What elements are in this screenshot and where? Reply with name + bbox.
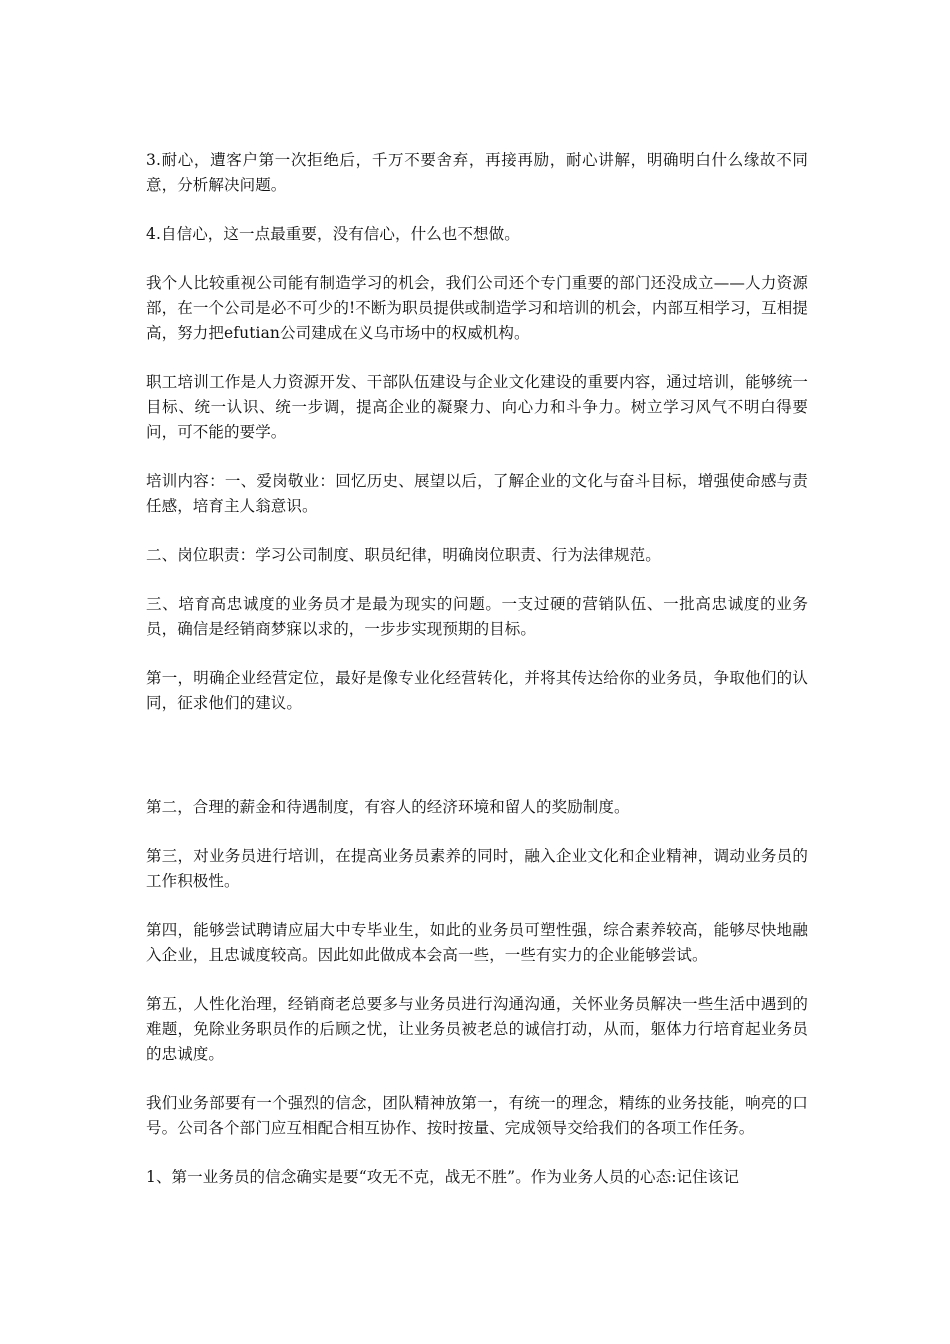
paragraph: 三、培育高忠诚度的业务员才是最为现实的问题。一支过硬的营销队伍、一批高忠诚度的业务员，确信是经销商梦寐以求的，一步步实现预期的目标。 (146, 595, 808, 638)
paragraph: 职工培训工作是人力资源开发、干部队伍建设与企业文化建设的重要内容，通过培训，能够统一目标、统一认识、统一步调，提高企业的凝聚力、向心力和斗争力。树立学习风气不明白得要问，可不能的要学。 (146, 373, 808, 441)
paragraph: 3.耐心，遭客户第一次拒绝后，千万不要舍弃，再接再励，耐心讲解，明确明白什么缘故不同意，分析解决问题。 (146, 151, 808, 194)
paragraph: 第一，明确企业经营定位，最好是像专业化经营转化，并将其传达给你的业务员，争取他们的认同，征求他们的建议。 (146, 669, 808, 712)
paragraph: 第三，对业务员进行培训，在提高业务员素养的同时，融入企业文化和企业精神，调动业务员的工作积极性。 (146, 847, 808, 890)
paragraph: 1、第一业务员的信念确实是要“攻无不克，战无不胜”。作为业务人员的心态:记住该记 (146, 1168, 739, 1186)
paragraph: 第二，合理的薪金和待遇制度，有容人的经济环境和留人的奖励制度。 (146, 798, 630, 816)
paragraph: 培训内容：一、爱岗敬业：回忆历史、展望以后，了解企业的文化与奋斗目标，增强使命感与责任感，培育主人翁意识。 (146, 472, 808, 515)
paragraph: 第五，人性化治理，经销商老总要多与业务员进行沟通沟通，关怀业务员解决一些生活中遇到的难题，免除业务职员作的后顾之忧，让业务员被老总的诚信打动，从而，躯体力行培育起业务员的忠诚度。 (146, 995, 808, 1063)
paragraph: 第四，能够尝试聘请应届大中专毕业生，如此的业务员可塑性强，综合素养较高，能够尽快地融入企业，且忠诚度较高。因此如此做成本会高一些，一些有实力的企业能够尝试。 (146, 921, 808, 964)
paragraph: 二、岗位职责：学习公司制度、职员纪律，明确岗位职责、行为法律规范。 (146, 546, 661, 564)
document-body-top (146, 148, 808, 740)
paragraph: 4.自信心，这一点最重要，没有信心，什么也不想做。 (146, 225, 520, 243)
paragraph: 我个人比较重视公司能有制造学习的机会，我们公司还个专门重要的部门还没成立——人力资源部，在一个公司是必不可少的!不断为职员提供或制造学习和培训的机会，内部互相学习，互相提高，努力把efutian公司建成在义乌市场中的权威机构。 (146, 274, 808, 342)
document-body-bottom (146, 795, 808, 1190)
paragraph: 我们业务部要有一个强烈的信念，团队精神放第一，有统一的理念，精练的业务技能，响亮的口号。公司各个部门应互相配合相互协作、按时按量、完成领导交给我们的各项工作任务。 (146, 1094, 808, 1137)
